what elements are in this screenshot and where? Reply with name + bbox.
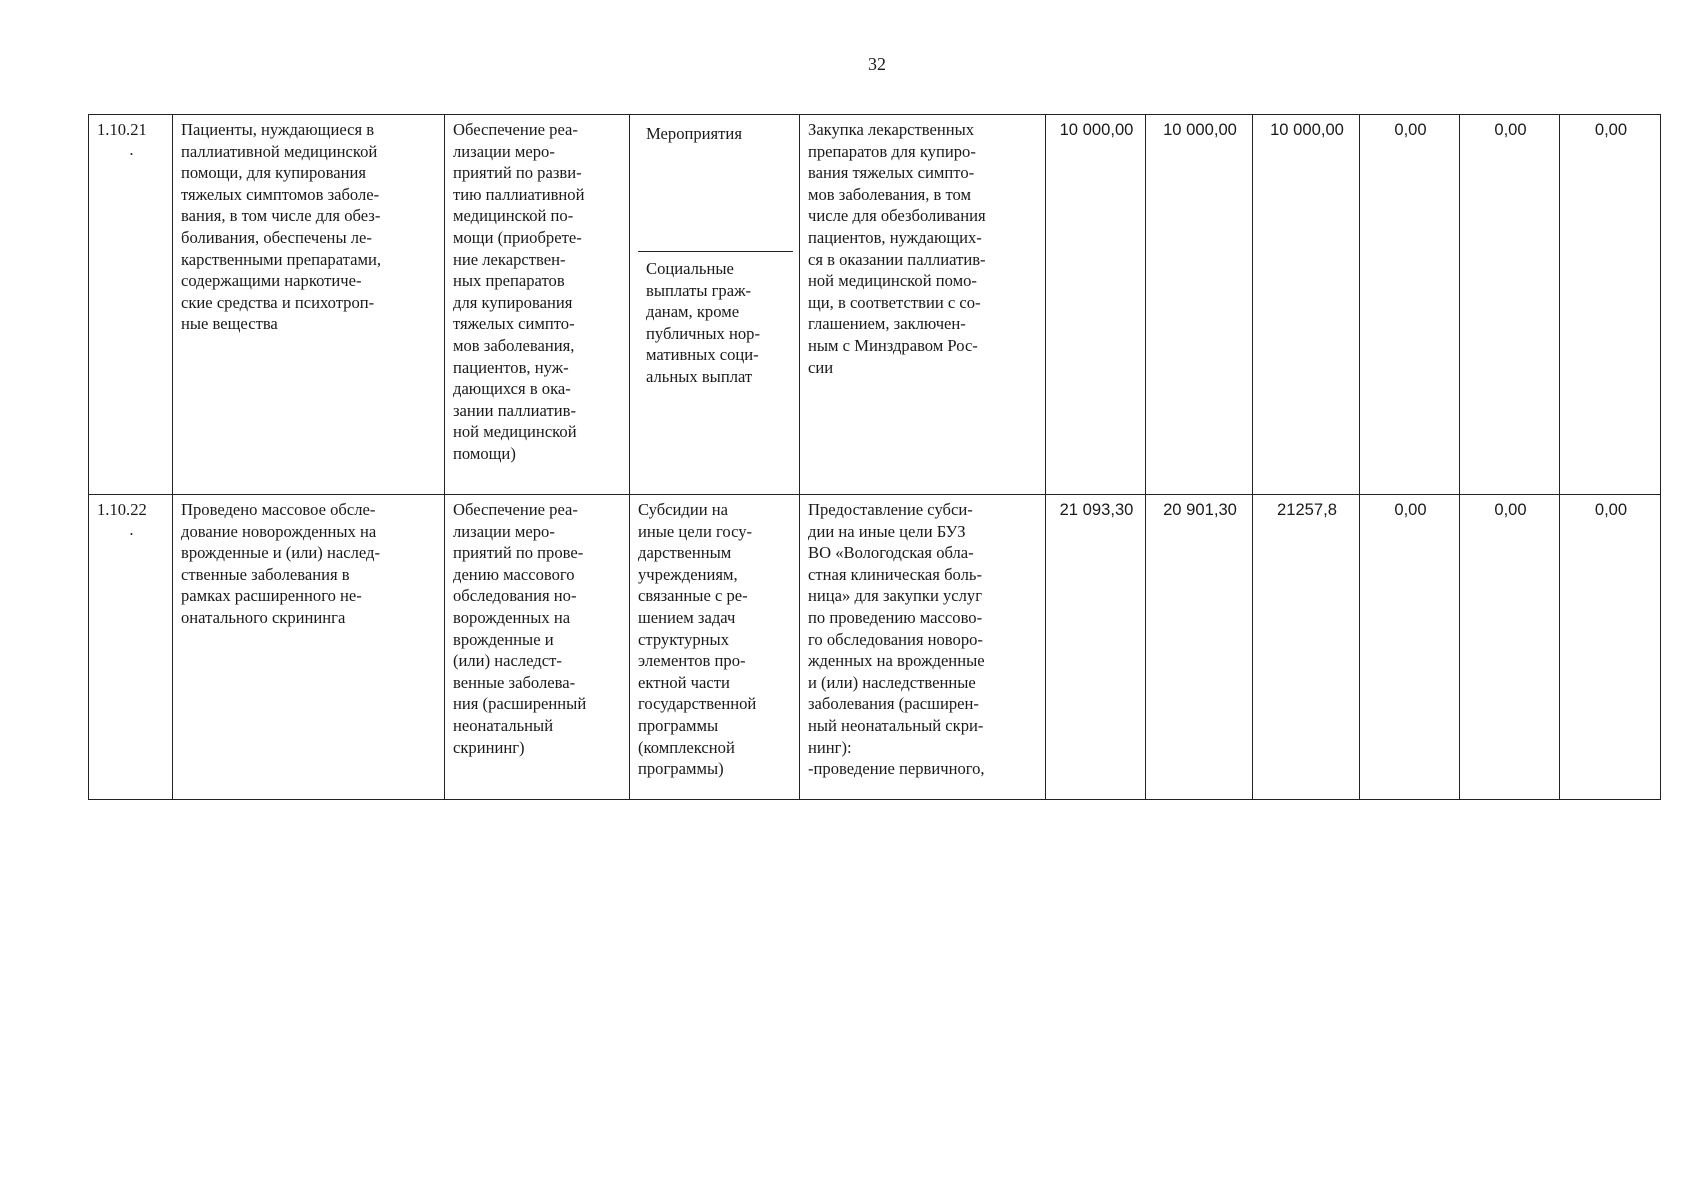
measures-table: [88, 114, 1661, 800]
text-line: помощи, для купирования: [181, 163, 366, 183]
text-line: программы: [638, 715, 719, 735]
value-cell: 0,00: [1360, 115, 1460, 495]
text-line: го обследования новоро-: [808, 629, 983, 649]
text-line: Предоставление субси-: [808, 500, 973, 519]
value-cell: 0,00: [1560, 115, 1661, 495]
text-line: связанные с ре-: [638, 586, 748, 606]
text-line: учреждениям,: [638, 564, 738, 584]
text-line: мощи (приобрете-: [453, 227, 582, 247]
text-line: выплаты граж-: [646, 280, 752, 300]
text-line: ся в оказании паллиатив-: [808, 249, 986, 269]
text-line: Обеспечение реа-: [453, 500, 578, 519]
value-cell: 0,00: [1560, 495, 1661, 800]
text-line: программы): [638, 759, 724, 779]
text-line: Социальные: [646, 259, 734, 278]
type-top: [638, 119, 793, 252]
value-cell: 20 901,30: [1146, 495, 1253, 800]
type-cell: [630, 495, 800, 800]
text-line: боливания, обеспечены ле-: [181, 227, 372, 247]
text-line: скрининг): [453, 737, 525, 757]
text-line: ворожденных на: [453, 607, 571, 627]
text-line: публичных нор-: [646, 323, 760, 343]
text-line: ной медицинской помо-: [808, 271, 977, 291]
text-line: по проведению массово-: [808, 607, 983, 627]
value-cell: 0,00: [1460, 115, 1560, 495]
text-line: ВО «Вологодская обла-: [808, 543, 974, 563]
result-cell: [173, 115, 445, 495]
text-line: и (или) наследственные: [808, 672, 976, 692]
text-line: ница» для закупки услуг: [808, 586, 983, 606]
text-line: неонатальный: [453, 715, 554, 735]
text-line: венные заболева-: [453, 672, 576, 692]
text-line: лизации меро-: [453, 141, 555, 161]
text-line: Закупка лекарственных: [808, 120, 975, 139]
text-line: мативных соци-: [646, 345, 759, 365]
text-line: содержащими наркотиче-: [181, 271, 362, 291]
text-line: тию паллиативной: [453, 184, 585, 204]
row-index: 1.10.22 .: [89, 495, 173, 800]
text-line: жденных на врожденные: [808, 651, 985, 671]
text-line: числе для обезболивания: [808, 206, 986, 226]
text-line: для купирования: [453, 292, 573, 312]
description-cell: [800, 495, 1046, 800]
text-line: ния (расширенный: [453, 694, 587, 714]
text-line: Субсидии на: [638, 500, 729, 519]
value-cell: 21 093,30: [1046, 495, 1146, 800]
text-line: ние лекарствен-: [453, 249, 566, 269]
event-cell: [445, 495, 630, 800]
text-line: карственными препаратами,: [181, 249, 381, 269]
text-line: мов заболевания,: [453, 335, 575, 355]
text-line: дование новорожденных на: [181, 521, 377, 541]
text-line: глашением, заключен-: [808, 314, 966, 334]
text-line: данам, кроме: [646, 302, 740, 322]
text-line: ные вещества: [181, 314, 278, 334]
text-line: ские средства и психотроп-: [181, 292, 375, 312]
text-line: пациентов, нуж-: [453, 357, 569, 377]
text-line: зании паллиатив-: [453, 400, 576, 420]
table-row: [89, 495, 1661, 800]
type-cell: [630, 115, 800, 495]
text-line: приятий по разви-: [453, 163, 582, 183]
text-line: шением задач: [638, 607, 736, 627]
text-line: Проведено массовое обсле-: [181, 500, 376, 519]
event-cell: [445, 115, 630, 495]
text-line: вания тяжелых симпто-: [808, 163, 975, 183]
value-cell: 0,00: [1460, 495, 1560, 800]
text-line: щи, в соответствии с со-: [808, 292, 981, 312]
text-line: (комплексной: [638, 737, 735, 757]
result-cell: [173, 495, 445, 800]
table-row: [89, 115, 1661, 495]
text-line: сии: [808, 357, 834, 377]
text-line: препаратов для купиро-: [808, 141, 976, 161]
text-line: онатального скрининга: [181, 607, 346, 627]
description-cell: [800, 115, 1046, 495]
text-line: альных выплат: [646, 366, 753, 386]
value-cell: 10 000,00: [1146, 115, 1253, 495]
text-line: стная клиническая боль-: [808, 564, 982, 584]
text-line: ственные заболевания в: [181, 564, 350, 584]
text-line: структурных: [638, 629, 729, 649]
text-line: ный неонатальный скри-: [808, 715, 984, 735]
value-cell: 0,00: [1360, 495, 1460, 800]
text-line: иные цели госу-: [638, 521, 753, 541]
text-line: рамках расширенного не-: [181, 586, 362, 606]
text-line: заболевания (расширен-: [808, 694, 979, 714]
value-cell: 10 000,00: [1253, 115, 1360, 495]
text-line: обследования но-: [453, 586, 577, 606]
text-line: элементов про-: [638, 651, 746, 671]
type-bottom: [638, 252, 793, 388]
text-line: врожденные и (или) наслед-: [181, 543, 380, 563]
text-line: паллиативной медицинской: [181, 141, 378, 161]
text-line: тяжелых симптомов заболе-: [181, 184, 380, 204]
text-line: нинг):: [808, 737, 852, 757]
text-line: ных препаратов: [453, 271, 565, 291]
text-line: -проведение первичного,: [808, 759, 985, 779]
text-line: приятий по прове-: [453, 543, 584, 563]
page-number: 32: [868, 54, 886, 74]
text-line: Мероприятия: [646, 124, 742, 143]
text-line: тяжелых симпто-: [453, 314, 575, 334]
text-line: дарственным: [638, 543, 732, 563]
text-line: лизации меро-: [453, 521, 555, 541]
text-line: врожденные и: [453, 629, 554, 649]
text-line: дающихся в ока-: [453, 379, 571, 399]
text-line: вания, в том числе для обез-: [181, 206, 381, 226]
text-line: ной медицинской: [453, 422, 577, 442]
row-index: 1.10.21 .: [89, 115, 173, 495]
text-line: пациентов, нуждающих-: [808, 227, 982, 247]
text-line: ным с Минздравом Рос-: [808, 335, 978, 355]
text-line: помощи): [453, 443, 516, 463]
text-line: (или) наследст-: [453, 651, 562, 671]
text-line: Обеспечение реа-: [453, 120, 578, 139]
text-line: мов заболевания, в том: [808, 184, 972, 204]
text-line: ектной части: [638, 672, 730, 692]
text-line: дии на иные цели БУЗ: [808, 521, 966, 541]
text-line: дению массового: [453, 564, 575, 584]
text-line: Пациенты, нуждающиеся в: [181, 120, 375, 139]
text-line: государственной: [638, 694, 757, 714]
value-cell: 10 000,00: [1046, 115, 1146, 495]
text-line: медицинской по-: [453, 206, 574, 226]
value-cell: 21257,8: [1253, 495, 1360, 800]
